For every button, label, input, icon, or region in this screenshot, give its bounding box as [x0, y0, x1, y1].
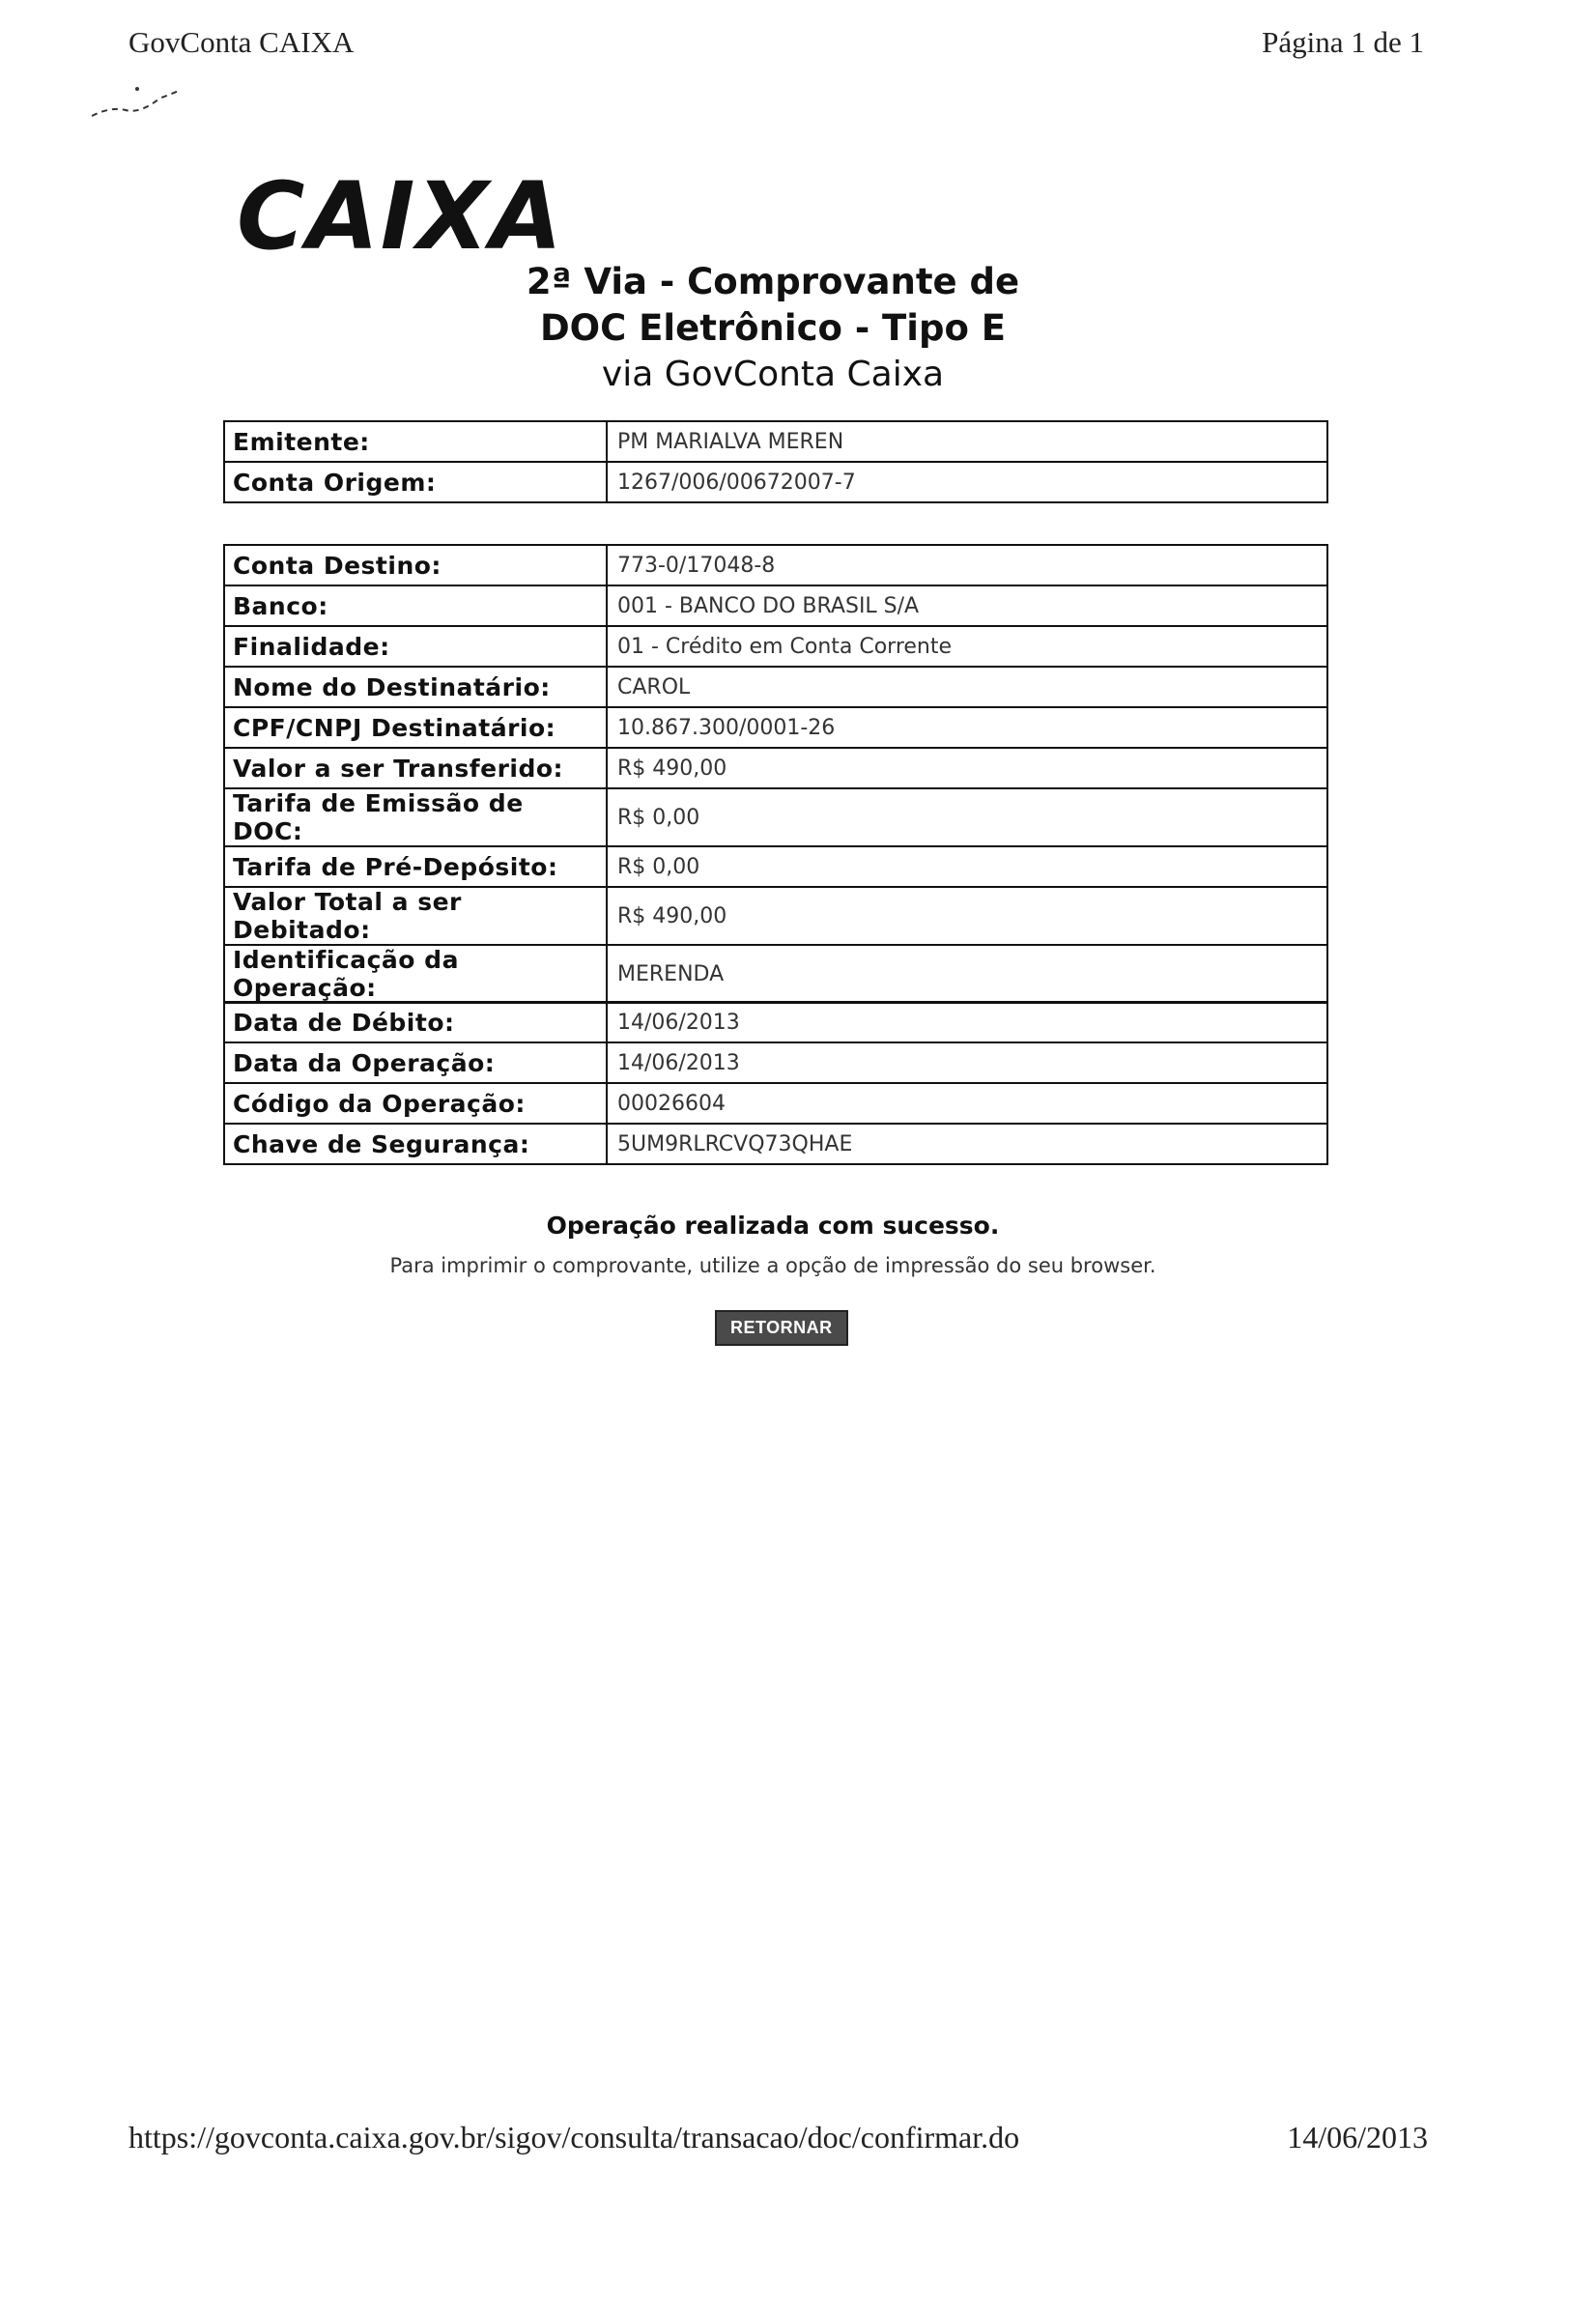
table-row: [224, 626, 1327, 667]
heading-line-2: DOC Eletrônico - Tipo E: [539, 307, 1007, 349]
operation-table: [223, 1001, 1328, 1165]
row-label: Nome do Destinatário:: [224, 667, 607, 707]
row-label: Tarifa de Pré-Depósito:: [224, 846, 607, 887]
row-label: Valor Total a ser Debitado:: [224, 887, 607, 945]
row-label: Conta Origem:: [224, 462, 607, 502]
row-label: Conta Destino:: [224, 545, 607, 585]
row-label: Emitente:: [224, 421, 607, 462]
row-value: CAROL: [607, 667, 1327, 707]
row-value: 14/06/2013: [607, 1042, 1327, 1083]
print-header-title: GovConta CAIXA: [128, 25, 355, 59]
table-row: [224, 748, 1327, 788]
row-value: 5UM9RLRCVQ73QHAE: [607, 1124, 1327, 1164]
row-label: Banco:: [224, 585, 607, 626]
table-row: [224, 846, 1327, 887]
origin-table: [223, 420, 1328, 503]
pen-mark: [87, 77, 193, 126]
table-row: [224, 1124, 1327, 1164]
row-label: Valor a ser Transferido:: [224, 748, 607, 788]
row-value: 14/06/2013: [607, 1002, 1327, 1042]
print-date: 14/06/2013: [1287, 2120, 1428, 2154]
row-label: Chave de Segurança:: [224, 1124, 607, 1164]
heading-line-3: via GovConta Caixa: [601, 355, 945, 394]
table-row: [224, 462, 1327, 502]
heading-line-1: 2ª Via - Comprovante de: [526, 261, 1020, 302]
success-message: Operação realizada com sucesso.: [546, 1212, 1000, 1240]
row-value: 1267/006/00672007-7: [607, 462, 1327, 502]
table-row: [224, 545, 1327, 585]
table-row: [224, 585, 1327, 626]
row-value: R$ 490,00: [607, 887, 1327, 945]
return-button-wrap: [715, 1310, 848, 1346]
row-value: R$ 0,00: [607, 846, 1327, 887]
row-value: 001 - BANCO DO BRASIL S/A: [607, 585, 1327, 626]
caixa-logo: CAIXA: [237, 162, 564, 271]
table-row: [224, 1083, 1327, 1124]
print-hint: Para imprimir o comprovante, utilize a opção de impressão do seu browser.: [389, 1254, 1156, 1277]
row-value: R$ 490,00: [607, 748, 1327, 788]
table-row: [224, 887, 1327, 945]
row-value: 773-0/17048-8: [607, 545, 1327, 585]
table-row: [224, 788, 1327, 846]
row-value: 10.867.300/0001-26: [607, 707, 1327, 748]
print-header: [0, 0, 1596, 87]
row-value: 01 - Crédito em Conta Corrente: [607, 626, 1327, 667]
destination-table: [223, 544, 1328, 1004]
receipt-heading: [386, 259, 1159, 398]
table-row: [224, 1042, 1327, 1083]
row-label: Código da Operação:: [224, 1083, 607, 1124]
row-label: Tarifa de Emissão de DOC:: [224, 788, 607, 846]
row-label: Data da Operação:: [224, 1042, 607, 1083]
table-row: [224, 1002, 1327, 1042]
row-value: PM MARIALVA MEREN: [607, 421, 1327, 462]
row-value: 00026604: [607, 1083, 1327, 1124]
table-row: [224, 945, 1327, 1003]
page-url: https://govconta.caixa.gov.br/sigov/consulta/transacao/doc/confirmar.do: [128, 2120, 1020, 2154]
row-label: Data de Débito:: [224, 1002, 607, 1042]
table-row: [224, 707, 1327, 748]
table-row: [224, 421, 1327, 462]
row-label: Finalidade:: [224, 626, 607, 667]
return-button[interactable]: RETORNAR: [715, 1310, 848, 1346]
row-value: MERENDA: [607, 945, 1327, 1003]
row-label: CPF/CNPJ Destinatário:: [224, 707, 607, 748]
row-label: Identificação da Operação:: [224, 945, 607, 1003]
print-header-page: Página 1 de 1: [1262, 25, 1424, 59]
row-value: R$ 0,00: [607, 788, 1327, 846]
table-row: [224, 667, 1327, 707]
print-footer: [0, 2116, 1596, 2174]
